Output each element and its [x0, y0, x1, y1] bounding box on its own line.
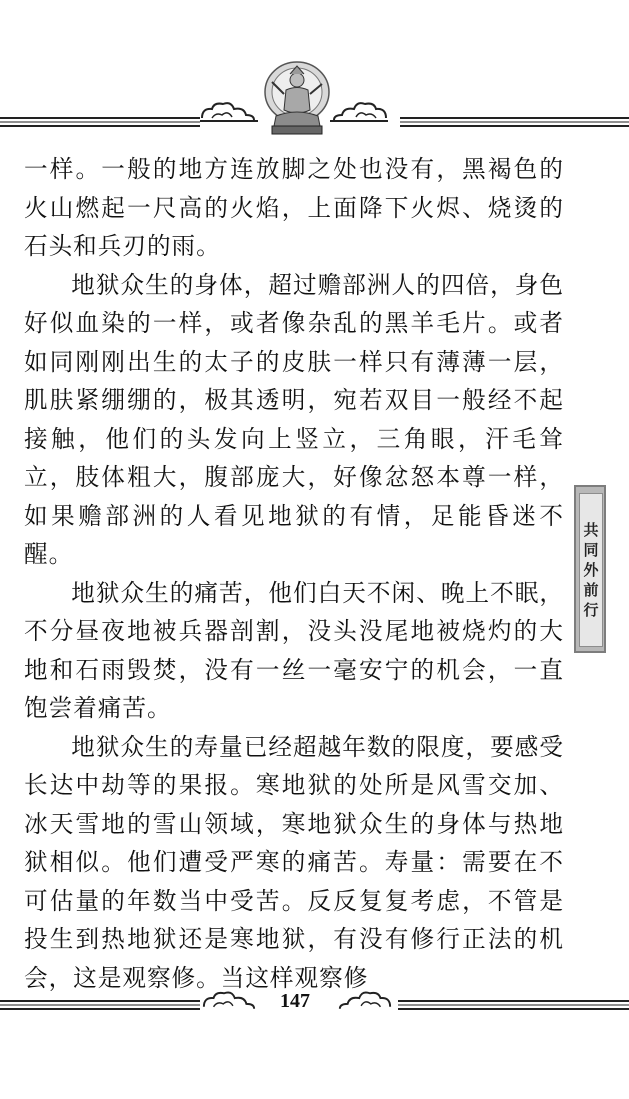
paragraph: 地狱众生的寿量已经超越年数的限度，要感受长达中劫等的果报。寒地狱的处所是风雪交加、冰天雪地的雪山领域，寒地狱众生的身体与热地狱相似。他们遭受严寒的痛苦。寿量：需要在不可估量的年数当中受苦。反反复复考虑，不管是投生到热地狱还是寒地狱，有没有修行正法的机会，这是观察修。当这样观察修: [24, 732, 564, 992]
side-tab-char: 前: [583, 581, 599, 599]
side-tab-char: 行: [583, 601, 599, 619]
right-cloud-icon: [330, 100, 390, 124]
paragraph: 地狱众生的身体，超过赡部洲人的四倍，身色好似血染的一样，或者像杂乱的黑羊毛片。或者如同刚刚出生的太子的皮肤一样只有薄薄一层，肌肤紧绷绷的，极其透明，宛若双目一般经不起接触，他们的头发向上竖立，三角眼，汗毛耸立，肢体粗大，腹部庞大，好像忿怒本尊一样，如果赡部洲的人看见地狱的有情，足能昏迷不醒。: [24, 270, 564, 568]
paragraph: 地狱众生的痛苦，他们白天不闲、晚上不眠，不分昼夜地被兵器剖割，没头没尾地被烧灼的大地和石雨毁焚，没有一丝一毫安宁的机会，一直饱尝着痛苦。: [24, 578, 564, 722]
buddha-figure-icon: [262, 60, 332, 136]
page-number: 147: [280, 990, 310, 1012]
page-header: [0, 0, 629, 140]
chapter-side-tab-inner: [579, 493, 603, 647]
side-tab-char: 同: [583, 541, 599, 559]
left-cloud-icon: [198, 100, 258, 124]
body-text: [24, 150, 564, 997]
side-tab-char: 外: [583, 561, 599, 579]
footer-left-cloud-icon: [200, 989, 258, 1013]
chapter-side-tab: [574, 485, 606, 653]
footer-right-cloud-icon: [336, 989, 394, 1013]
paragraph: 一样。一般的地方连放脚之处也没有，黑褐色的火山燃起一尺高的火焰，上面降下火烬、烧烫的石头和兵刃的雨。: [24, 155, 564, 260]
side-tab-char: 共: [583, 521, 599, 539]
